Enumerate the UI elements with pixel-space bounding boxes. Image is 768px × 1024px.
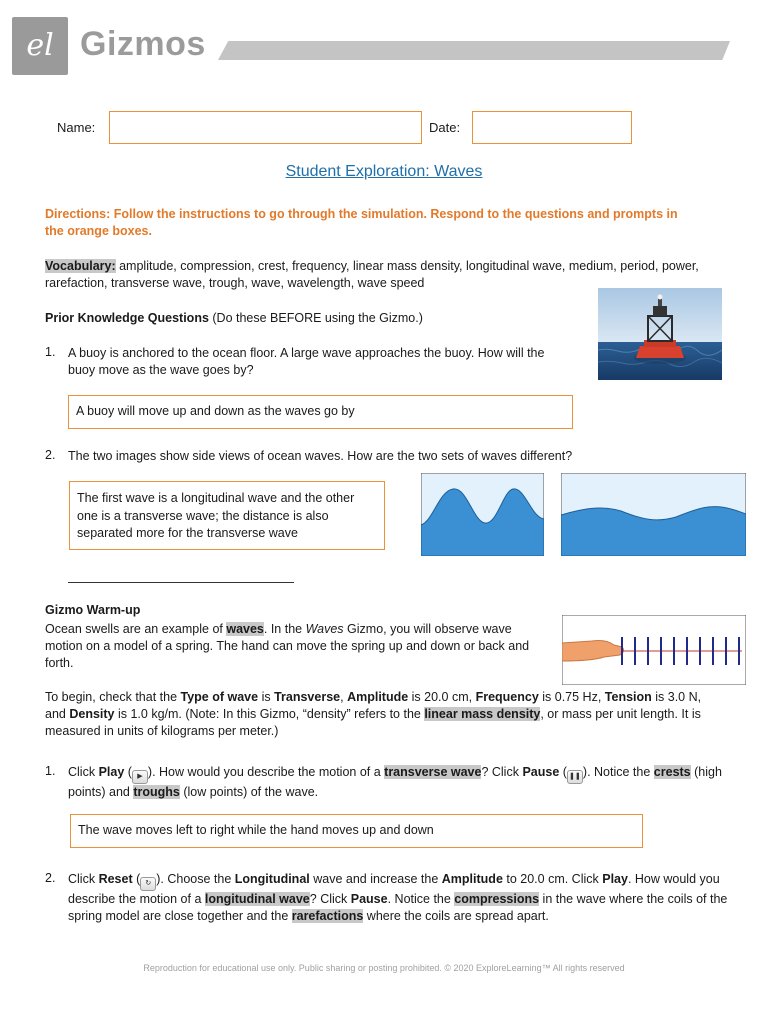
brand-name: Gizmos [80, 25, 206, 63]
answer-box-1[interactable] [68, 395, 573, 429]
answer-box-3[interactable] [70, 814, 643, 848]
date-field[interactable] [472, 111, 632, 144]
prior-q1-text: A buoy is anchored to the ocean floor. A large wave approaches the buoy. How will the buoy move as the wave goes by? [68, 346, 545, 377]
term-waves: waves [226, 622, 264, 636]
prior-q2 [68, 448, 668, 465]
vocabulary [45, 258, 725, 292]
play-icon: ▶ [132, 770, 148, 784]
separator-line [68, 582, 294, 583]
answer-box-2[interactable] [69, 481, 385, 550]
term-linear-mass-density: linear mass density [424, 707, 541, 721]
term-longitudinal-wave: longitudinal wave [204, 892, 310, 906]
prior-q1-number: 1. [45, 345, 56, 359]
buoy-image [598, 288, 722, 380]
warmup-q1-number: 1. [45, 764, 56, 778]
prior-note: (Do these BEFORE using the Gizmo.) [208, 311, 423, 325]
flat-wave-image [561, 473, 746, 556]
name-field[interactable] [109, 111, 422, 144]
warmup-q2: Click Reset ( ↻ ). Choose the Longitudinal wave and increase the Amplitude to 20.0 cm. Click Play. How would you describe the motion of a longitudinal wave? Click Pause. Notice the compressions in the wave where the coils of the spring model are close together and the rarefactions where the coils are spread apart. [68, 872, 728, 923]
spring-hand-image [562, 615, 746, 685]
term-rarefactions: rarefactions [291, 909, 364, 923]
answer-1-text: A buoy will move up and down as the waves go by [76, 404, 355, 418]
warmup-intro: Ocean swells are an example of waves. In the Waves Gizmo, you will observe wave motion on a model of a spring. The hand can move the spring up and down or back and forth. [45, 622, 530, 670]
prior-q2-text: The two images show side views of ocean waves. How are the two sets of waves different? [68, 449, 573, 463]
answer-2-text: The first wave is a longitudinal wave and the other one is a transverse wave; the distance is also separated more for the transverse wave [77, 491, 355, 540]
date-label: Date: [429, 120, 461, 135]
prior-heading-text: Prior Knowledge Questions [45, 311, 209, 325]
prior-heading [45, 310, 585, 327]
directions: Directions: Follow the instructions to go through the simulation. Respond to the questions and prompts in the orange boxes. [45, 207, 678, 238]
term-compressions: compressions [454, 892, 540, 906]
pause-icon: ❚❚ [567, 770, 583, 784]
reset-icon: ↻ [140, 877, 156, 891]
warmup-heading: Gizmo Warm-up [45, 603, 141, 617]
tall-wave-image [421, 473, 544, 556]
warmup-q2-number: 2. [45, 871, 56, 885]
footer-copyright: Reproduction for educational use only. Public sharing or posting prohibited. © 2020 ExploreLearning™ All rights reserved [143, 963, 625, 973]
warmup-setup: To begin, check that the Type of wave is Transverse, Amplitude is 20.0 cm, Frequency is 0.75 Hz, Tension is 3.0 N, and Density is 1.0 kg/m. (Note: In this Gizmo, “density” refers to the linear mass density, or mass per unit length. It is measured in units of kilograms per meter.) [45, 690, 702, 738]
term-crests: crests [653, 765, 691, 779]
header-bar [218, 41, 730, 60]
prior-q1 [68, 345, 558, 379]
logo [12, 17, 68, 75]
vocabulary-text: amplitude, compression, crest, frequency, linear mass density, longitudinal wave, medium, period, power, rarefaction, transverse wave, trough, wave, wavelength, wave speed [45, 259, 699, 290]
term-transverse-wave: transverse wave [384, 765, 482, 779]
prior-q2-number: 2. [45, 448, 56, 462]
vocabulary-label: Vocabulary: [45, 259, 116, 273]
answer-3-text: The wave moves left to right while the hand moves up and down [78, 823, 434, 837]
logo-glyph: el [26, 28, 54, 63]
page-title: Student Exploration: Waves [285, 163, 483, 180]
warmup-q1: Click Play ( ▶ ). How would you describe the motion of a transverse wave? Click Pause ( ❚❚ ). Notice the crests (high points) and troughs (low points) of the wave. [68, 765, 722, 799]
term-troughs: troughs [133, 785, 180, 799]
name-label: Name: [57, 120, 96, 135]
